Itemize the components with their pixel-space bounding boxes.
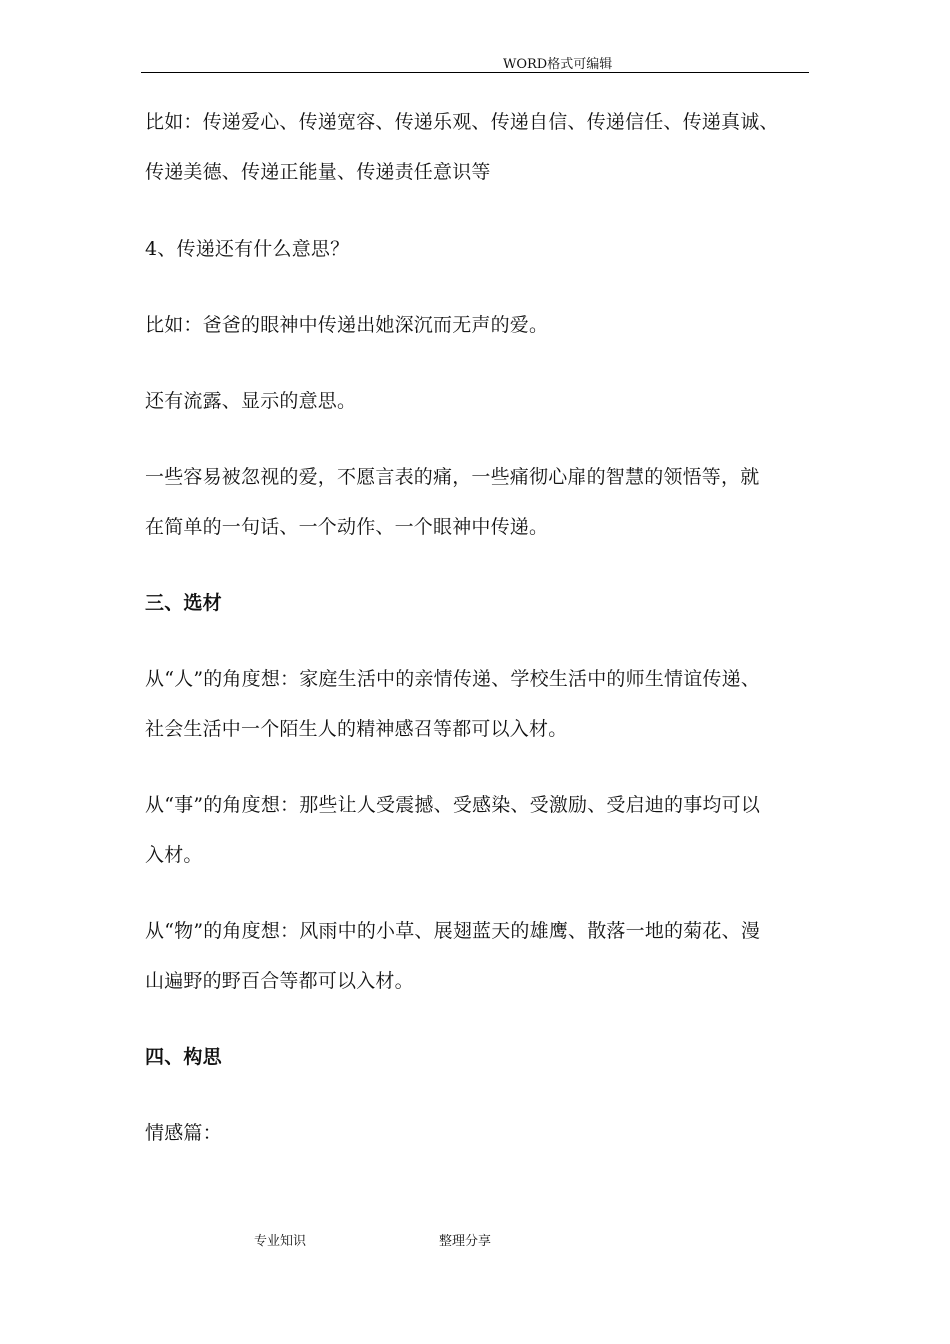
paragraph-line: 传递美德、传递正能量、传递责任意识等 xyxy=(145,161,491,183)
paragraph-line: 在简单的一句话、一个动作、一个眼神中传递。 xyxy=(145,516,549,538)
paragraph-line: 4、传递还有什么意思？ xyxy=(145,238,350,260)
section-heading: 三、选材 xyxy=(145,592,222,614)
paragraph-line: 情感篇： xyxy=(145,1122,222,1144)
paragraph-line: 还有流露、显示的意思。 xyxy=(145,390,357,412)
section-heading: 四、构思 xyxy=(145,1046,222,1068)
paragraph-line: 入材。 xyxy=(145,844,203,866)
paragraph-line: 社会生活中一个陌生人的精神感召等都可以入材。 xyxy=(145,718,568,740)
footer-left: 专业知识 xyxy=(254,1234,307,1249)
header-title: WORD格式可编辑 xyxy=(503,57,613,72)
paragraph-line: 比如：爸爸的眼神中传递出她深沉而无声的爱。 xyxy=(145,314,549,336)
footer-right: 整理分享 xyxy=(439,1234,492,1249)
paragraph-line: 一些容易被忽视的爱，不愿言表的痛，一些痛彻心扉的智慧的领悟等，就 xyxy=(145,466,760,488)
header-rule xyxy=(141,72,809,73)
paragraph-line: 从“事”的角度想：那些让人受震撼、受感染、受激励、受启迪的事均可以 xyxy=(145,794,761,816)
paragraph-line: 比如：传递爱心、传递宽容、传递乐观、传递自信、传递信任、传递真诚、 xyxy=(145,111,779,133)
paragraph-line: 从“物”的角度想：风雨中的小草、展翅蓝天的雄鹰、散落一地的菊花、漫 xyxy=(145,920,761,942)
paragraph-line: 从“人”的角度想：家庭生活中的亲情传递、学校生活中的师生情谊传递、 xyxy=(145,668,761,690)
paragraph-line: 山遍野的野百合等都可以入材。 xyxy=(145,970,414,992)
